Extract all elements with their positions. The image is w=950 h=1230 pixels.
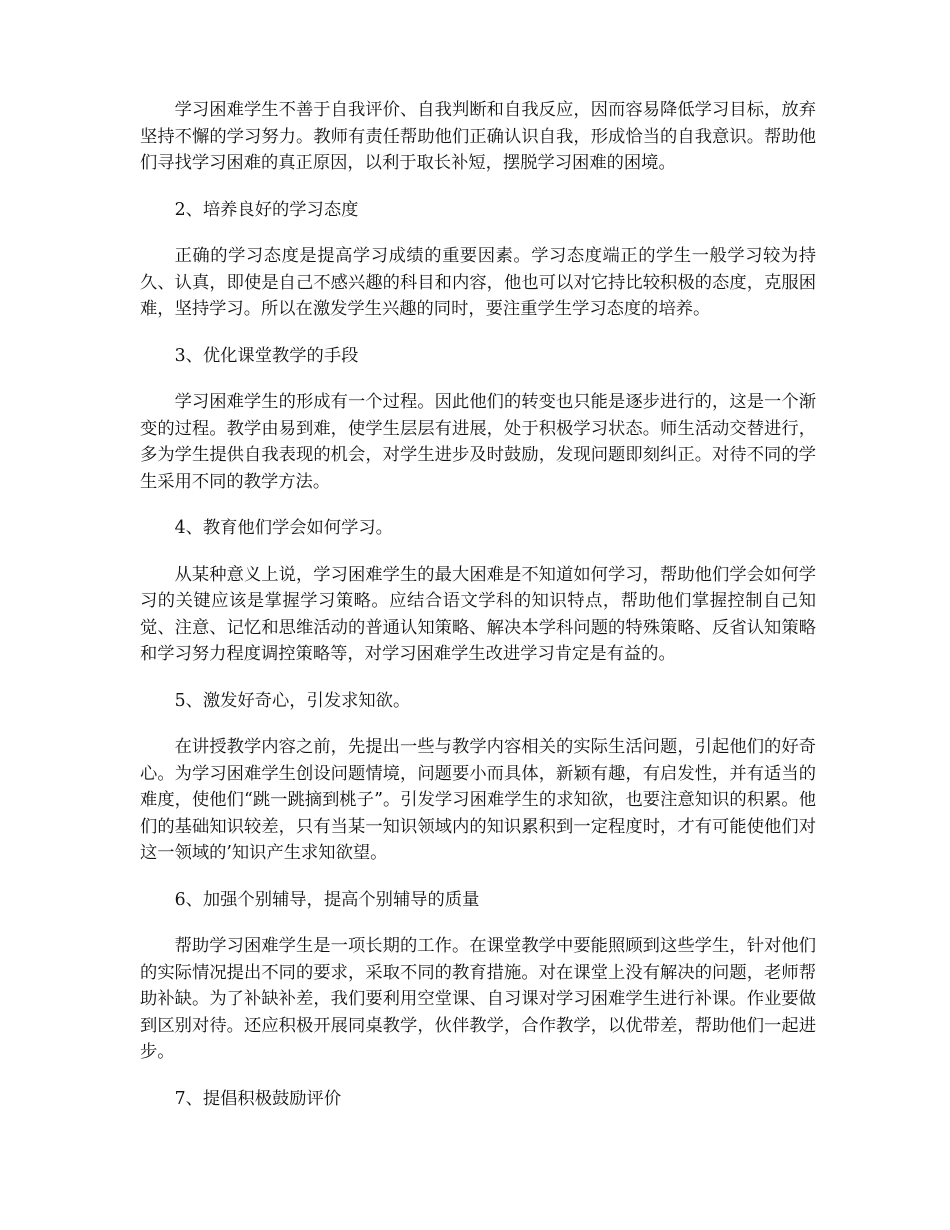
heading-learning-attitude: 2、培养良好的学习态度	[174, 199, 359, 220]
paragraph-learning-attitude: 正确的学习态度是提高学习成绩的重要因素。学习态度端正的学生一般学习较为持久、认真，即使是自己不感兴趣的科目和内容，他也可以对它持比较积极的态度，克服困难，坚持学习。所以在激发学生兴趣的同时，要注重学生学习态度的培养。	[140, 246, 816, 319]
paragraph-curiosity: 在讲授教学内容之前，先提出一些与教学内容相关的实际生活问题，引起他们的好奇心。为学习困难学生创设问题情境，问题要小而具体，新颖有趣，有启发性，并有适当的难度，使他们“跳一跳摘到桃子”。引发学习困难学生的求知欲，也要注意知识的积累。他们的基础知识较差，只有当某一知识领域内的知识累积到一定程度时，才有可能使他们对这一领域的’知识产生求知欲望。	[140, 737, 816, 863]
heading-curiosity: 5、激发好奇心，引发求知欲。	[174, 690, 411, 711]
heading-learn-how-to-learn: 4、教育他们学会如何学习。	[174, 518, 393, 538]
heading-individual-tutoring: 6、加强个别辅导，提高个别辅导的质量	[174, 889, 480, 910]
heading-optimize-teaching: 3、优化课堂教学的手段	[174, 345, 359, 366]
paragraph-individual-tutoring: 帮助学习困难学生是一项长期的工作。在课堂教学中要能照顾到这些学生，针对他们的实际情况提出不同的要求，采取不同的教育措施。对在课堂上没有解决的问题，老师帮助补缺。为了补缺补差，我们要利用空堂课、自习课对学习困难学生进行补课。作业要做到区别对待。还应积极开展同桌教学，伙伴教学，合作教学，以优带差，帮助他们一起进步。	[140, 936, 816, 1062]
heading-positive-evaluation: 7、提倡积极鼓励评价	[174, 1088, 342, 1109]
paragraph-optimize-teaching: 学习困难学生的形成有一个过程。因此他们的转变也只能是逐步进行的，这是一个渐变的过程。教学由易到难，使学生层层有进展，处于积极学习状态。师生活动交替进行，多为学生提供自我表现的机会，对学生进步及时鼓励，发现问题即刻纠正。对待不同的学生采用不同的教学方法。	[140, 392, 816, 492]
paragraph-learn-how-to-learn: 从某种意义上说，学习困难学生的最大困难是不知道如何学习，帮助他们学会如何学习的关键应该是掌握学习策略。应结合语文学科的知识特点，帮助他们掌握控制自己知觉、注意、记忆和思维活动的普通认知策略、解决本学科问题的特殊策略、反省认知策略和学习努力程度调控策略等，对学习困难学生改进学习肯定是有益的。	[140, 564, 816, 664]
paragraph-self-awareness: 学习困难学生不善于自我评价、自我判断和自我反应，因而容易降低学习目标，放弃坚持不懈的学习努力。教师有责任帮助他们正确认识自我，形成恰当的自我意识。帮助他们寻找学习困难的真正原因，以利于取长补短，摆脱学习困难的困境。	[140, 100, 816, 173]
